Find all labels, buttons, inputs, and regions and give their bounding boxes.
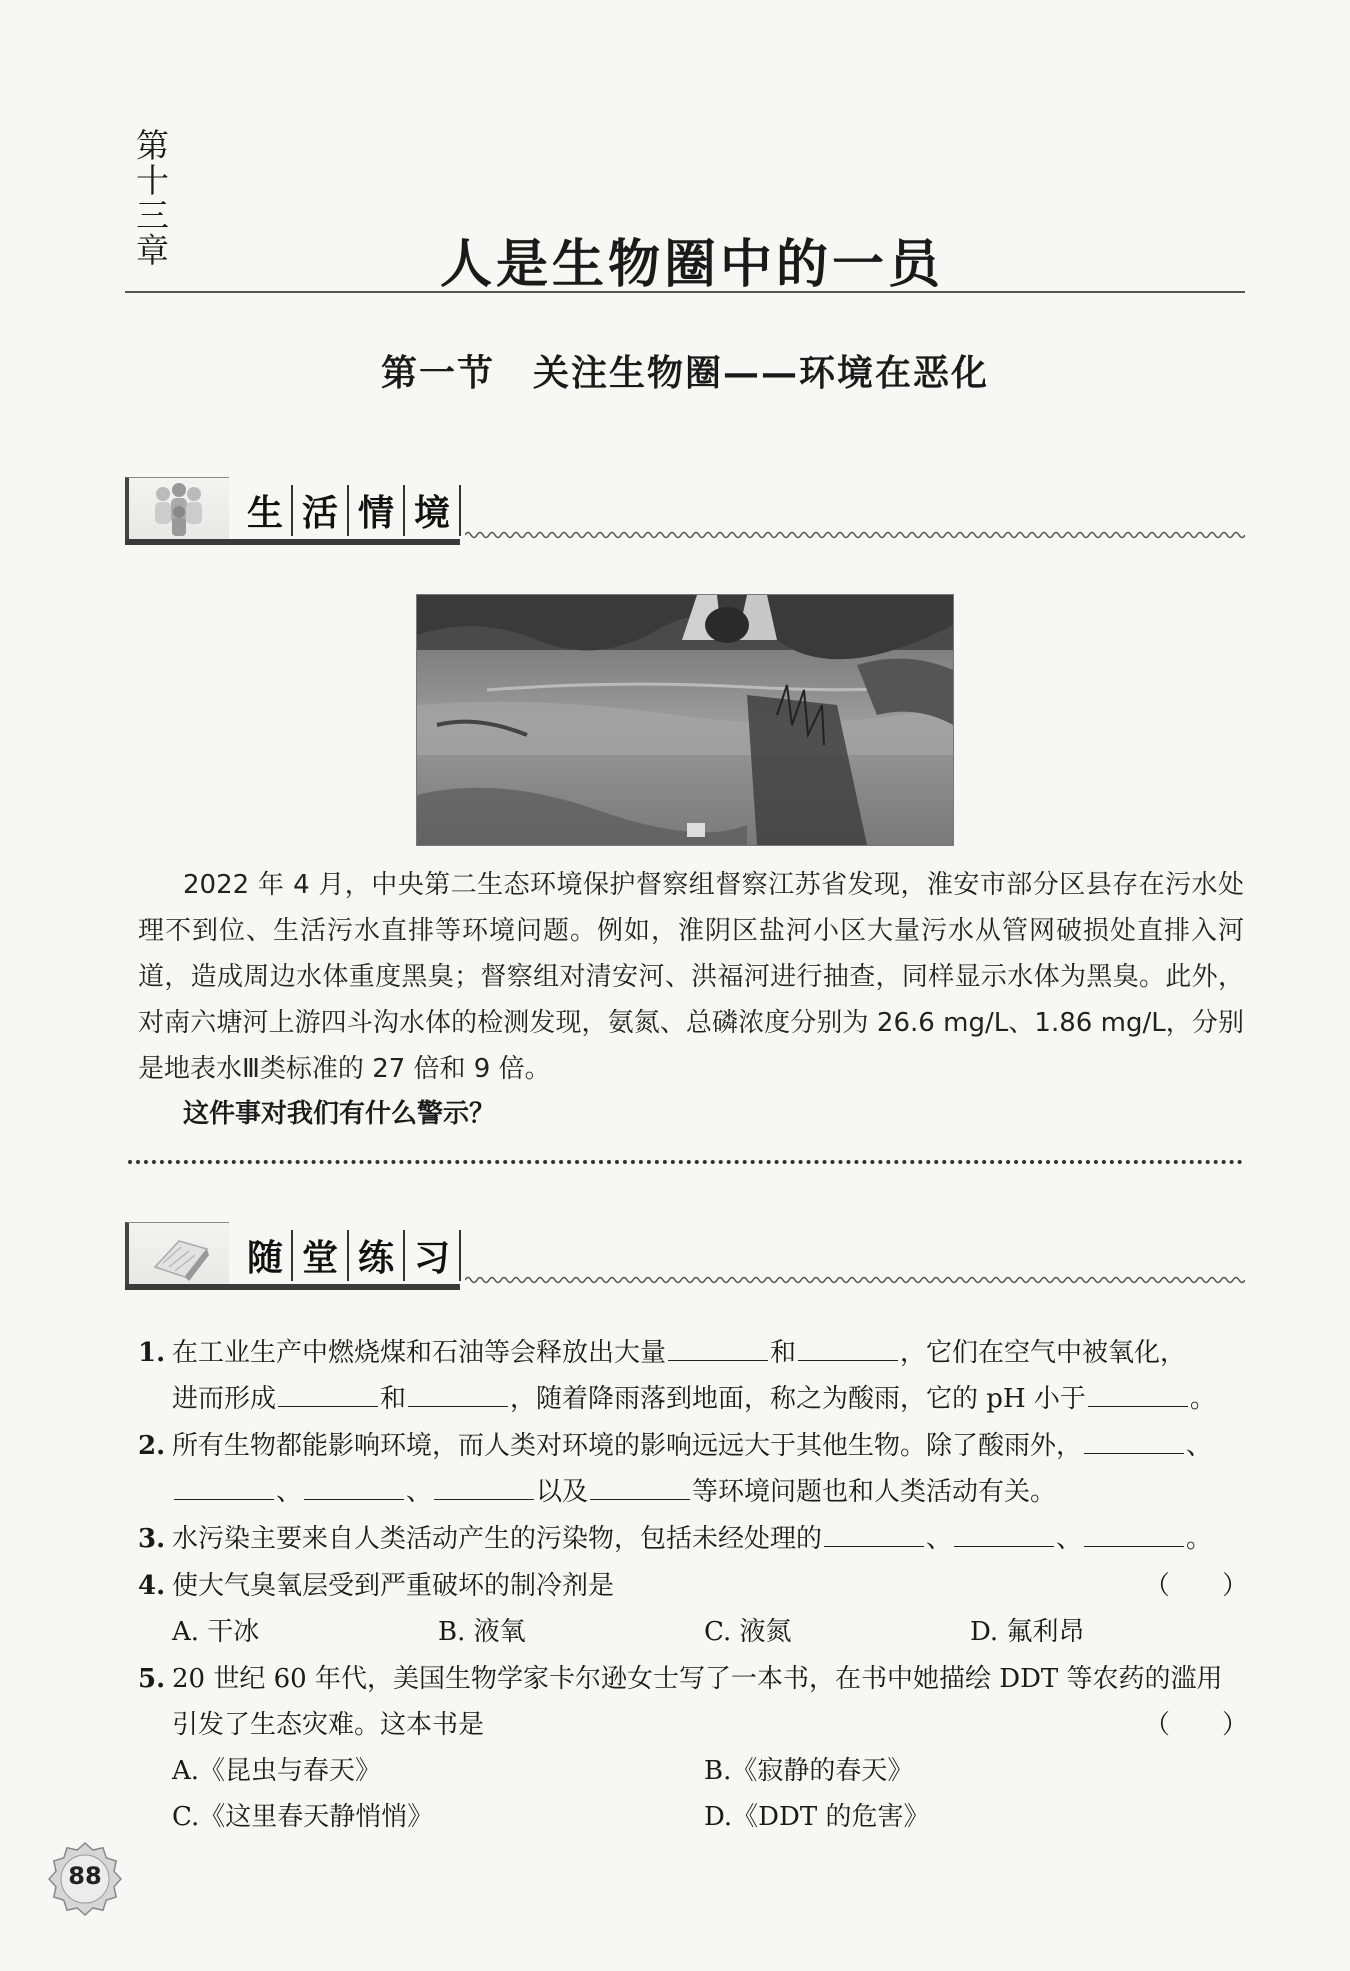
answer-blank[interactable]	[1084, 1520, 1184, 1547]
question-5: 5. 20 世纪 60 年代，美国生物学家卡尔逊女士写了一本书，在书中她描绘 DDT 等农药的滥用 引发了生态灾难。这本书是 （ ） A.《昆虫与春天》 B.《寂静的春天》 C.《这里春天静悄悄》 D.《DDT 的危害》	[138, 1656, 1248, 1840]
answer-blank[interactable]	[174, 1473, 274, 1500]
answer-blank[interactable]	[590, 1473, 690, 1500]
option-a[interactable]: A.《昆虫与春天》	[172, 1756, 382, 1786]
question-3: 3. 水污染主要来自人类活动产生的污染物，包括未经处理的 、 、 。	[138, 1516, 1248, 1562]
answer-blank[interactable]	[954, 1520, 1054, 1547]
page-number-badge	[48, 1842, 122, 1916]
wavy-line	[465, 529, 1245, 541]
chapter-title: 人是生物圈中的一员	[440, 235, 945, 295]
options-row	[138, 1794, 1248, 1840]
scenario-paragraph: 2022 年 4 月，中央第二生态环境保护督察组督察江苏省发现，淮安市部分区县存在污水处理不到位、生活污水直排等环境问题。例如，淮阴区盐河小区大量污水从管网破损处直排入河道，造成周边水体重度黑臭；督察组对清安河、洪福河进行抽查，同样显示水体为黑臭。此外，对南六塘河上游四斗沟水体的检测发现，氨氮、总磷浓度分别为 26.6 mg/L、1.86 mg/L，分别是地表水Ⅲ类标准的 27 倍和 9 倍。	[138, 870, 1244, 1084]
answer-paren[interactable]: （ ）	[1143, 1571, 1248, 1601]
answer-dotted-line	[128, 1160, 1243, 1164]
header-underbar	[125, 539, 460, 545]
people-icon	[125, 477, 229, 540]
scenario-question: 这件事对我们有什么警示？	[183, 1099, 496, 1129]
answer-blank[interactable]	[408, 1380, 508, 1407]
practice-header	[125, 1222, 1245, 1292]
answer-blank[interactable]	[798, 1334, 898, 1361]
option-d[interactable]: D.《DDT 的危害》	[704, 1802, 930, 1832]
options-row	[138, 1748, 1248, 1794]
scenario-header-label: 生 活 情 境	[247, 485, 461, 536]
option-b[interactable]: B.《寂静的春天》	[704, 1756, 914, 1786]
option-b[interactable]: B. 液氧	[438, 1617, 526, 1647]
practice-header-label: 随 堂 练 习	[247, 1230, 461, 1281]
notebook-icon	[125, 1222, 229, 1285]
scenario-header	[125, 477, 1245, 547]
polluted-river-photo	[416, 594, 954, 846]
answer-blank[interactable]	[1084, 1427, 1184, 1454]
option-c[interactable]: C. 液氮	[704, 1617, 792, 1647]
page-number: 88	[68, 1862, 102, 1890]
question-1: 1. 在工业生产中燃烧煤和石油等会释放出大量 和 ，它们在空气中被氧化， 进而形成 和 ，随着降雨落到地面，称之为酸雨，它的 pH 小于 。	[138, 1330, 1248, 1422]
chapter-divider	[125, 291, 1245, 293]
answer-blank[interactable]	[824, 1520, 924, 1547]
option-a[interactable]: A. 干冰	[172, 1617, 260, 1647]
option-d[interactable]: D. 氟利昂	[970, 1617, 1085, 1647]
wavy-line	[465, 1274, 1245, 1286]
answer-blank[interactable]	[1088, 1380, 1188, 1407]
section-title: 第一节 关注生物圈——环境在恶化	[380, 352, 989, 394]
question-2: 2. 所有生物都能影响环境，而人类对环境的影响远远大于其他生物。除了酸雨外， 、 、 、 以及 等环境问题也和人类活动有关。	[138, 1423, 1248, 1515]
chapter-label: 第十三章	[131, 128, 170, 268]
header-underbar	[125, 1284, 460, 1290]
answer-paren[interactable]: （ ）	[1143, 1710, 1248, 1740]
answer-blank[interactable]	[304, 1473, 404, 1500]
option-c[interactable]: C.《这里春天静悄悄》	[172, 1802, 434, 1832]
answer-blank[interactable]	[278, 1380, 378, 1407]
question-4: 4. 使大气臭氧层受到严重破坏的制冷剂是 （ ） A. 干冰 B. 液氧 C. 液氮 D. 氟利昂	[138, 1563, 1248, 1655]
options-row	[138, 1609, 1248, 1655]
answer-blank[interactable]	[668, 1334, 768, 1361]
answer-blank[interactable]	[434, 1473, 534, 1500]
